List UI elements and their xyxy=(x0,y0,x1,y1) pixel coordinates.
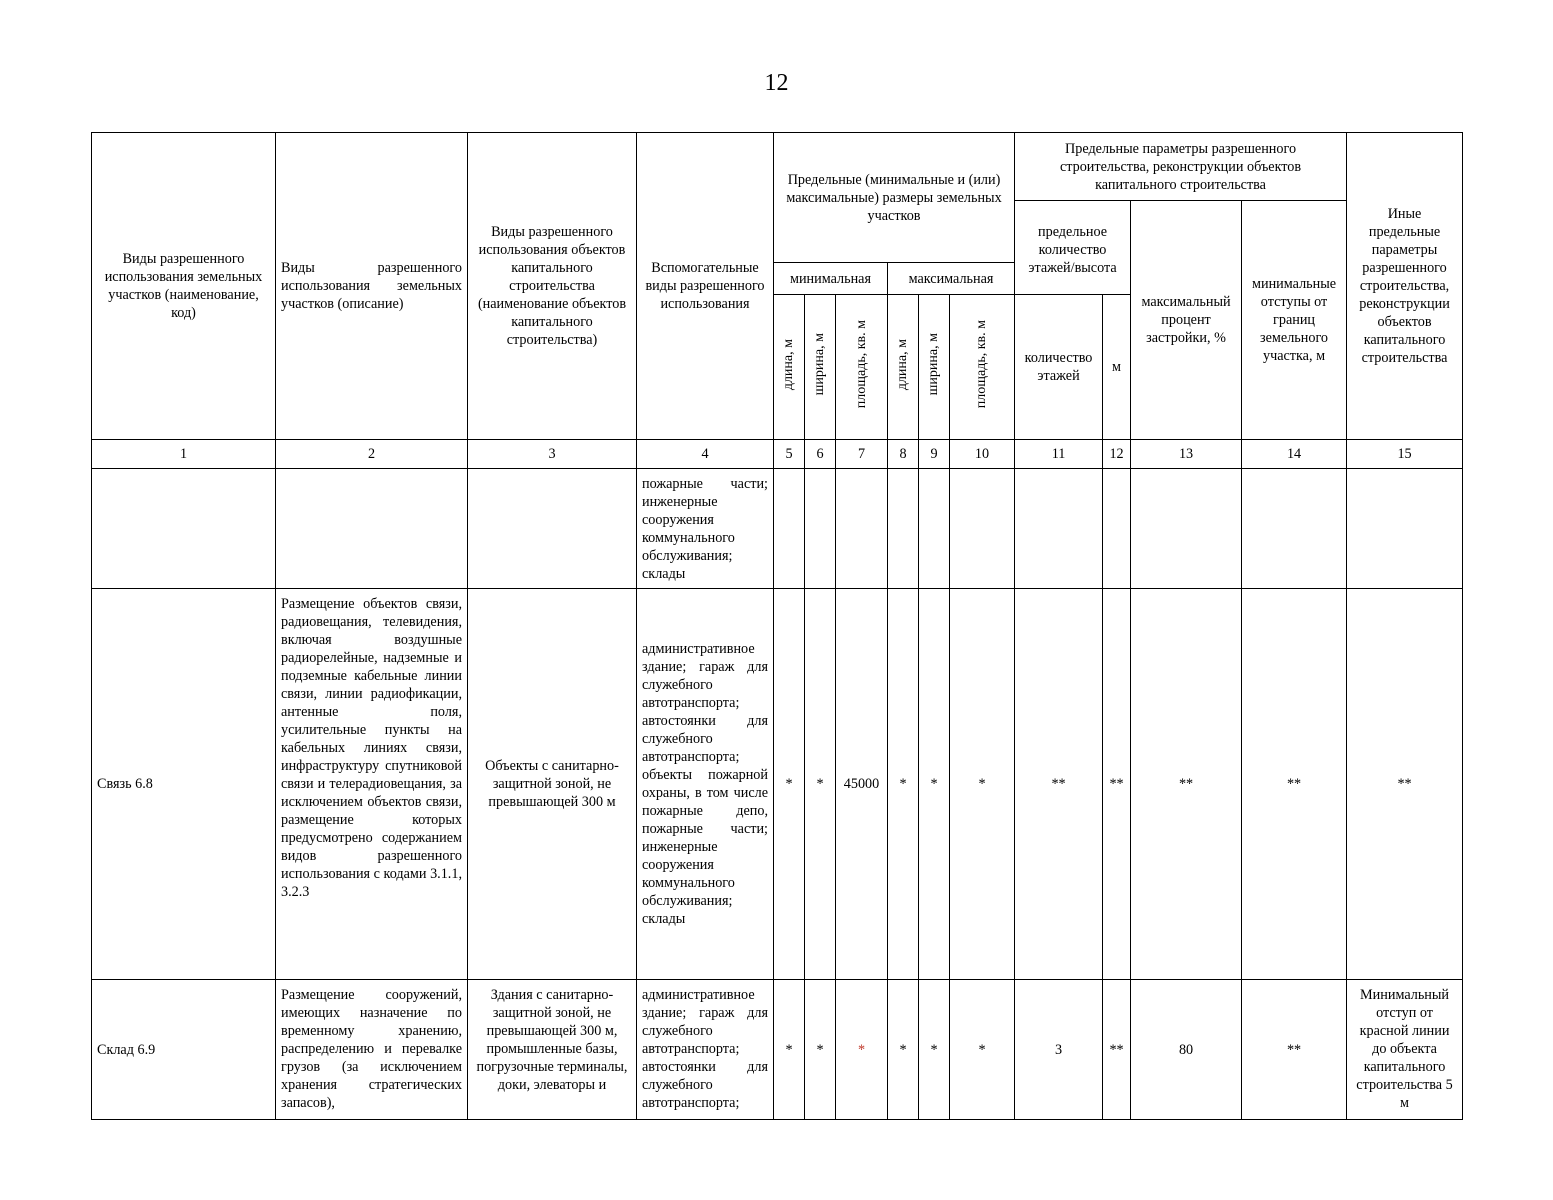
header-min: минимальная xyxy=(774,263,888,295)
row-1-col-15 xyxy=(1347,469,1463,589)
row-2-col-5: * xyxy=(774,589,805,980)
col-number: 4 xyxy=(637,440,774,469)
row-1-col-13 xyxy=(1131,469,1242,589)
header-col-10: площадь, кв. м xyxy=(950,295,1015,440)
row-3-col-11: 3 xyxy=(1015,980,1103,1120)
col-number: 11 xyxy=(1015,440,1103,469)
header-col-3: Виды разрешенного использования объектов капитального строительства (наименование объектов капитального строительства) xyxy=(468,133,637,440)
header-col-8: длина, м xyxy=(888,295,919,440)
header-params: Предельные параметры разрешенного строительства, реконструкции объектов капитального строительства xyxy=(1015,133,1347,201)
col-number: 12 xyxy=(1103,440,1131,469)
row-3-col-1: Склад 6.9 xyxy=(92,980,276,1120)
col-number: 2 xyxy=(276,440,468,469)
row-2-col-8: * xyxy=(888,589,919,980)
header-floors-height: предельное количество этажей/высота xyxy=(1015,201,1131,295)
row-3-col-5: * xyxy=(774,980,805,1120)
header-col-7: площадь, кв. м xyxy=(836,295,888,440)
row-3-col-9: * xyxy=(919,980,950,1120)
row-1-col-14 xyxy=(1242,469,1347,589)
row-1-col-3 xyxy=(468,469,637,589)
row-2-col-15: ** xyxy=(1347,589,1463,980)
row-1-col-7 xyxy=(836,469,888,589)
header-col-12: м xyxy=(1103,295,1131,440)
col-number: 8 xyxy=(888,440,919,469)
row-2-col-3: Объекты с санитарно-защитной зоной, не превышающей 300 м xyxy=(468,589,637,980)
row-3-col-12: ** xyxy=(1103,980,1131,1120)
row-2-col-13: ** xyxy=(1131,589,1242,980)
col-number: 6 xyxy=(805,440,836,469)
row-1-col-4: пожарные части; инженерные сооружения коммунального обслуживания; склады xyxy=(637,469,774,589)
header-col-2: Виды разрешенного использования земельных участков (описание) xyxy=(276,133,468,440)
row-3-col-7: * xyxy=(836,980,888,1120)
header-col-11: количество этажей xyxy=(1015,295,1103,440)
row-1-col-9 xyxy=(919,469,950,589)
row-2-col-14: ** xyxy=(1242,589,1347,980)
col-number: 9 xyxy=(919,440,950,469)
col-number: 10 xyxy=(950,440,1015,469)
row-1-col-12 xyxy=(1103,469,1131,589)
header-col-14: минимальные отступы от границ земельного участка, м xyxy=(1242,201,1347,440)
table-row xyxy=(92,589,1463,980)
header-col-5: длина, м xyxy=(774,295,805,440)
row-1-col-1 xyxy=(92,469,276,589)
row-2-col-2: Размещение объектов связи, радиовещания, телевидения, включая воздушные радиорелейные, надземные и подземные кабельные линии связи, линии радиофикации, антенные поля, усилительные пункты на кабельных линиях связи, инфраструктуру спутниковой связи и телерадиовещания, за исключением объектов связи, размещение которых предусмотрено содержанием видов разрешенного использования с кодами 3.1.1, 3.2.3 xyxy=(276,589,468,980)
page-number: 12 xyxy=(764,70,789,96)
row-2-col-11: ** xyxy=(1015,589,1103,980)
table-row xyxy=(92,980,1463,1120)
row-1-col-11 xyxy=(1015,469,1103,589)
column-numbers-row xyxy=(92,440,1463,469)
row-3-col-13: 80 xyxy=(1131,980,1242,1120)
header-max: максимальная xyxy=(888,263,1015,295)
header-col-6: ширина, м xyxy=(805,295,836,440)
table-row xyxy=(92,469,1463,589)
col-number: 14 xyxy=(1242,440,1347,469)
row-3-col-6: * xyxy=(805,980,836,1120)
row-3-col-14: ** xyxy=(1242,980,1347,1120)
row-2-col-12: ** xyxy=(1103,589,1131,980)
row-1-col-2 xyxy=(276,469,468,589)
row-3-col-2: Размещение сооружений, имеющих назначение по временному хранению, распределению и перевалке грузов (за исключением хранения стратегических запасов), xyxy=(276,980,468,1120)
col-number: 13 xyxy=(1131,440,1242,469)
col-number: 7 xyxy=(836,440,888,469)
row-2-col-1: Связь 6.8 xyxy=(92,589,276,980)
row-3-col-4: административное здание; гараж для служебного автотранспорта; автостоянки для служебного автотранспорта; xyxy=(637,980,774,1120)
row-1-col-8 xyxy=(888,469,919,589)
row-1-col-6 xyxy=(805,469,836,589)
regulations-table xyxy=(91,132,1463,1120)
col-number: 1 xyxy=(92,440,276,469)
row-2-col-6: * xyxy=(805,589,836,980)
col-number: 5 xyxy=(774,440,805,469)
row-1-col-5 xyxy=(774,469,805,589)
row-2-col-4: административное здание; гараж для служебного автотранспорта; автостоянки для служебного автотранспорта; объекты пожарной охраны, в том числе пожарные депо, пожарные части; инженерные сооружения коммунального обслуживания; склады xyxy=(637,589,774,980)
header-col-4: Вспомогательные виды разрешенного использования xyxy=(637,133,774,440)
col-number: 3 xyxy=(468,440,637,469)
row-2-col-10: * xyxy=(950,589,1015,980)
header-col-13: максимальный процент застройки, % xyxy=(1131,201,1242,440)
row-2-col-7: 45000 xyxy=(836,589,888,980)
row-3-col-15: Минимальный отступ от красной линии до объекта капитального строительства 5 м xyxy=(1347,980,1463,1120)
header-plot-sizes: Предельные (минимальные и (или) максимальные) размеры земельных участков xyxy=(774,133,1015,263)
header-col-1: Виды разрешенного использования земельных участков (наименование, код) xyxy=(92,133,276,440)
col-number: 15 xyxy=(1347,440,1463,469)
row-3-col-3: Здания с санитарно-защитной зоной, не превышающей 300 м, промышленные базы, погрузочные терминалы, доки, элеваторы и xyxy=(468,980,637,1120)
row-3-col-8: * xyxy=(888,980,919,1120)
header-col-15: Иные предельные параметры разрешенного строительства, реконструкции объектов капитального строительства xyxy=(1347,133,1463,440)
row-1-col-10 xyxy=(950,469,1015,589)
row-2-col-9: * xyxy=(919,589,950,980)
row-3-col-10: * xyxy=(950,980,1015,1120)
header-col-9: ширина, м xyxy=(919,295,950,440)
